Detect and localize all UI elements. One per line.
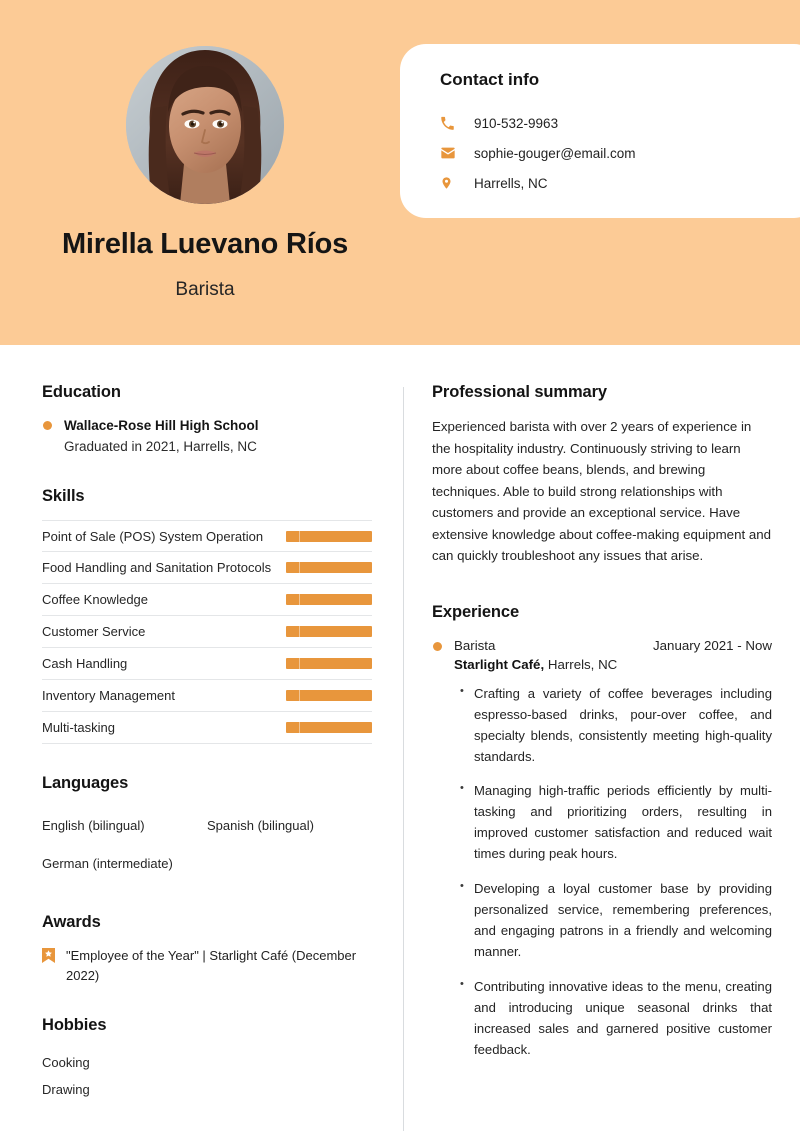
skill-row [42,680,372,712]
skill-level-bar [286,690,372,701]
hobby-item: Cooking [42,1054,90,1070]
skill-row [42,552,372,584]
experience-bullet: • Contributing innovative ideas to the menu, creating and introducing unique seasonal drinks that increased sales and garnered positive customer feedback. [474,977,772,1061]
hobbies-section [42,1016,372,1104]
phone-icon [440,116,466,131]
skill-label: Cash Handling [42,656,128,672]
languages-section [42,774,372,882]
award-text: "Employee of the Year" | Starlight Café (December 2022) [66,947,357,983]
resume-header [0,0,800,345]
contact-info-card [400,44,800,218]
education-detail: Graduated in 2021, Harrells, NC [64,438,257,454]
experience-location: Harrels, NC [544,656,618,672]
contact-location-value: Harrells, NC [474,175,548,191]
skill-level-bar [286,658,372,669]
skill-row [42,712,372,744]
language-item: English (bilingual) [42,818,145,834]
experience-role: Barista [454,637,496,653]
skill-row [42,616,372,648]
skill-label: Customer Service [42,624,146,640]
contact-email-value: sophie-gouger@email.com [474,145,636,161]
languages-heading: Languages [42,774,129,793]
skill-level-bar [286,594,372,605]
education-section [42,383,372,457]
contact-row-location[interactable] [440,168,800,198]
skill-row [42,648,372,680]
skills-heading: Skills [42,487,85,506]
skill-label: Coffee Knowledge [42,592,149,608]
page-title: Mirella Luevano Ríos [61,228,349,260]
contact-info-heading: Contact info [440,70,540,89]
resume-body [0,345,800,1131]
skills-section [42,487,372,744]
map-pin-icon [440,175,466,191]
column-divider [403,387,404,1131]
award-item [42,946,372,986]
language-item: Spanish (bilingual) [207,818,314,834]
skill-level-bar [286,562,372,573]
education-school: Wallace-Rose Hill High School [64,418,259,433]
skill-label: Multi-tasking [42,720,115,736]
language-item: German (intermediate) [42,855,173,871]
skill-level-bar [286,626,372,637]
skill-row [42,584,372,616]
experience-bullet: • Developing a loyal customer base by providing personalized service, remembering preferences, and engaging patrons in a friendly and welcoming manner. [474,879,772,963]
hobby-item: Drawing [42,1082,90,1098]
education-item [42,416,372,457]
experience-heading: Experience [432,602,520,621]
summary-text: Experienced barista with over 2 years of experience in the hospitality industry. Continuously striving to learn more about coffee beans, blends, and brewing techniques. Able to build strong relationships with customers and provide an exceptional service. Have extensive knowledge about coffee-making equipment and can quickly troubleshoot any issues that arise. [432,419,772,564]
summary-section [432,383,772,567]
experience-item [432,638,772,1061]
experience-company-row [432,657,772,672]
awards-heading: Awards [42,912,101,931]
experience-bullet: • Crafting a variety of coffee beverages including espresso-based drinks, pour-over coffee, and specialty blends, consistently meeting high-quality standards. [474,684,772,768]
skill-label: Inventory Management [42,688,175,704]
bullet-dot-icon [43,421,52,430]
skill-row [42,520,372,552]
experience-bullet: • Managing high-traffic periods efficiently by multi-tasking and prioritizing orders, resulting in improved customer satisfaction and reduced wait times during peak hours. [474,781,772,865]
summary-heading: Professional summary [432,383,607,401]
job-title: Barista [175,279,235,300]
experience-date: January 2021 - Now [653,637,772,653]
contact-row-email[interactable] [440,138,800,168]
experience-bullet-list [432,684,772,1061]
education-heading: Education [42,383,121,401]
contact-row-phone[interactable] [440,108,800,138]
bullet-dot-icon [433,642,442,651]
avatar-photo-icon [126,46,284,204]
envelope-icon [440,145,466,161]
skill-label: Point of Sale (POS) System Operation [42,528,264,544]
right-column [432,383,772,1091]
experience-company: Starlight Café, [454,656,545,672]
contact-phone-value: 910-532-9963 [474,115,559,131]
avatar [126,46,284,204]
award-ribbon-icon [42,948,55,963]
hobbies-heading: Hobbies [42,1015,107,1034]
skill-level-bar [286,531,372,542]
skill-label: Food Handling and Sanitation Protocols [42,560,272,576]
experience-section [432,603,772,1061]
experience-header-row [432,638,772,653]
skill-level-bar [286,722,372,733]
languages-list [42,807,372,882]
awards-section [42,913,372,986]
left-column [42,383,372,1131]
